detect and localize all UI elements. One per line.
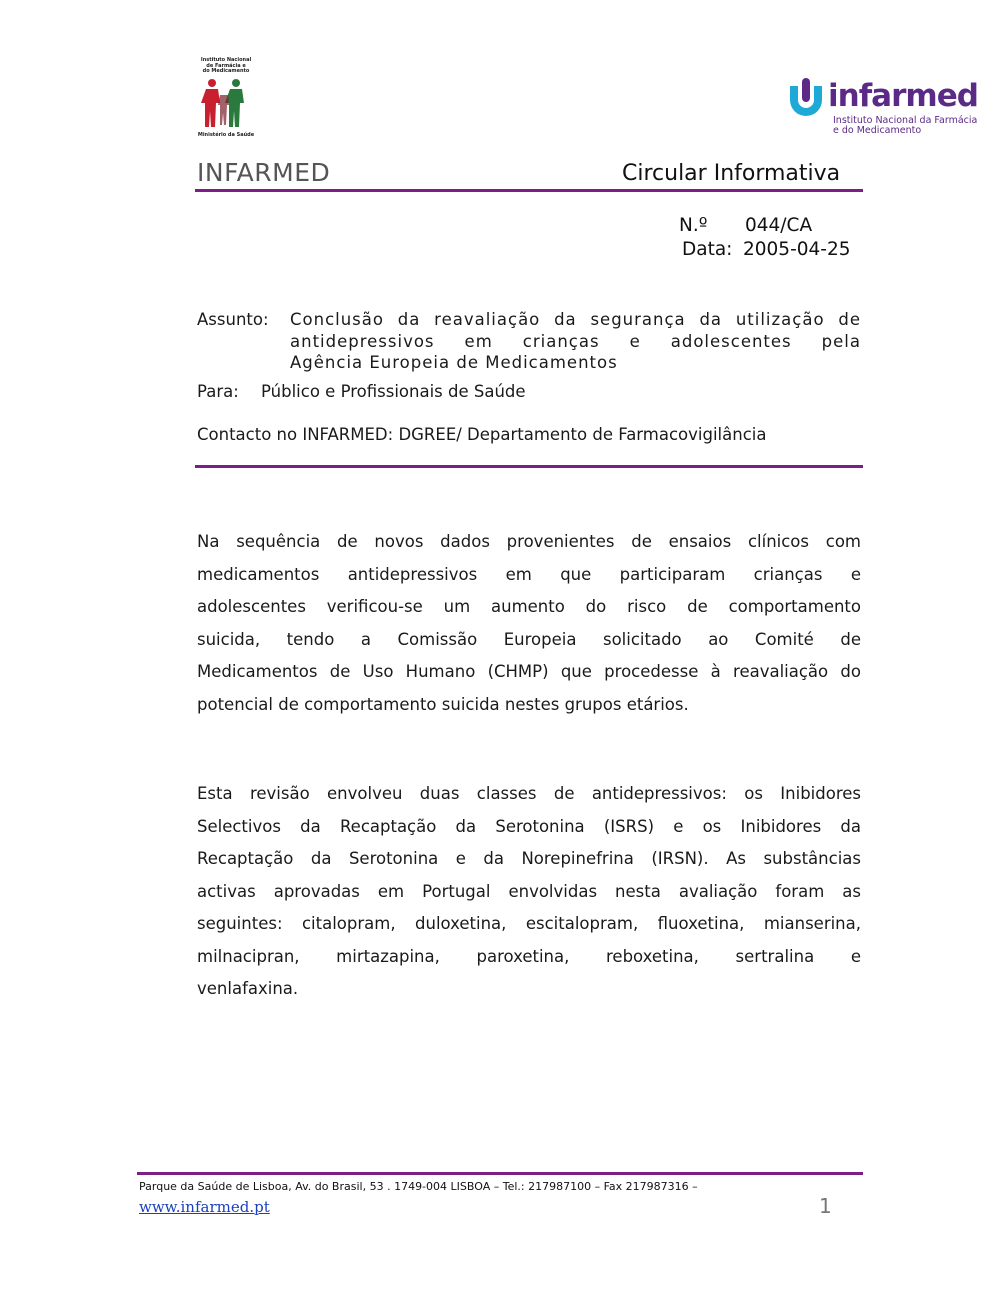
figures-emblem-icon — [196, 75, 256, 135]
infarmed-logo — [786, 78, 978, 140]
left-logo-bottom: Ministério da Saúde — [197, 131, 255, 138]
section-divider — [195, 465, 863, 468]
paragraph-1-line: adolescentes verificou-se um aumento do risco de comportamento — [197, 597, 861, 616]
body-paragraph-1 — [197, 526, 861, 721]
paragraph-2-line: seguintes: citalopram, duloxetina, escitalopram, fluoxetina, mianserina, — [197, 914, 861, 933]
recipient-label: Para: — [197, 382, 239, 401]
body-paragraph-2 — [197, 778, 861, 1006]
infarmed-sub-line-1: Instituto Nacional da Farmácia — [833, 115, 978, 126]
date-label: Data: — [682, 239, 733, 260]
paragraph-1-line: medicamentos antidepressivos em que participaram crianças e — [197, 564, 861, 584]
paragraph-2-line: venlafaxina. — [197, 979, 299, 998]
left-logo-line-3: do Medicamento — [202, 68, 250, 74]
paragraph-1-line: suicida, tendo a Comissão Europeia solicitado ao Comité de — [197, 629, 861, 649]
paragraph-1-line: potencial de comportamento suicida nestes grupos etários. — [197, 694, 689, 714]
subject-line-1: Conclusão da reavaliação da segurança da utilização de — [290, 310, 861, 329]
contact-line: Contacto no INFARMED: DGREE/ Departamento de Farmacovigilância — [197, 425, 767, 444]
paragraph-2-line: Esta revisão envolveu duas classes de antidepressivos: os Inibidores — [197, 784, 861, 803]
paragraph-1-line: Medicamentos de Uso Humano (CHMP) que procedesse à reavaliação do — [197, 662, 861, 681]
number-label: N.º — [679, 215, 708, 236]
infarmed-wordmark: infarmed — [828, 78, 978, 114]
website-link[interactable]: www.infarmed.pt — [139, 1198, 270, 1216]
doc-type-title: Circular Informativa — [622, 161, 841, 186]
page-number: 1 — [819, 1194, 832, 1218]
org-title: INFARMED — [197, 158, 331, 187]
ministry-logo — [196, 58, 256, 148]
left-logo-line-2: de Farmácia e — [206, 62, 246, 69]
subject-line-2: antidepressivos em crianças e adolescentes pela — [290, 331, 861, 351]
number-value: 044/CA — [745, 215, 813, 236]
subject-text — [290, 309, 861, 374]
infarmed-drop-icon — [786, 78, 826, 120]
paragraph-1-line: Na sequência de novos dados provenientes de ensaios clínicos com — [197, 532, 861, 551]
paragraph-2-line: milnacipran, mirtazapina, paroxetina, reboxetina, sertralina e — [197, 946, 861, 966]
subject-label: Assunto: — [197, 310, 269, 329]
subject-line-3: Agência Europeia de Medicamentos — [290, 353, 618, 372]
footer-divider — [137, 1172, 863, 1175]
paragraph-2-line: activas aprovadas em Portugal envolvidas nesta avaliação foram as — [197, 881, 861, 901]
footer-address: Parque da Saúde de Lisboa, Av. do Brasil, 53 . 1749-004 LISBOA – Tel.: 217987100 – Fax 217987316 – — [139, 1180, 698, 1193]
paragraph-2-line: Selectivos da Recaptação da Serotonina (ISRS) e os Inibidores da — [197, 816, 861, 836]
infarmed-sub-line-2: e do Medicamento — [833, 125, 922, 136]
paragraph-2-line: Recaptação da Serotonina e da Norepinefrina (IRSN). As substâncias — [197, 849, 861, 868]
recipient-value: Público e Profissionais de Saúde — [261, 382, 526, 401]
date-value: 2005-04-25 — [743, 239, 851, 260]
header-divider — [195, 189, 863, 192]
left-logo-line-1: Instituto Nacional — [200, 57, 252, 63]
